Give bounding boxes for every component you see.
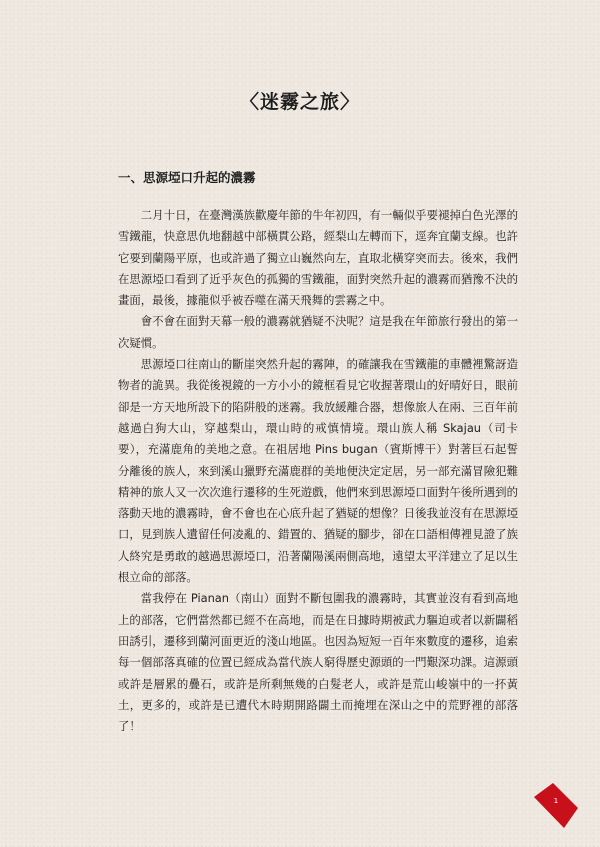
- page-number: 1: [553, 797, 559, 805]
- document-title: 〈迷霧之旅〉: [239, 91, 360, 113]
- section-heading: 一、思源埡口升起的濃霧: [118, 170, 256, 185]
- paragraph-3: 思源埡口往南山的斷崖突然升起的霧陣，的確讓我在雪鐵龍的車體裡驚訝造物者的詭異。我從後視鏡的一方小小的鏡框看見它收握著環山的好晴好日，眼前卻是一方天地所設下的陷阱般的迷霧。我放緩離合器，想像旅人在兩、三百年前越過白狗大山，穿越梨山，環山時的戒慎情境。環山族人稱 Skajau（司卡要），充滿鹿角的美地之意。在祖居地 Pins bugan（賓斯博干）對著巨石起誓分離後的族人，來到溪山獵野充滿鹿群的美地便決定定居，另一部充滿冒險犯難精神的旅人又一次次進行遷移的生死遊戲，他們來到思源埡口面對午後所遇到的落動天地的濃霧時，會不會也在心底升起了猶疑的想像？日後我並沒有在思源埡口，見到族人遺留任何凌亂的、錯置的、猶疑的腳步，卻在口語相傳裡見證了族人終究是勇敢的越過思源埡口，沿著蘭陽溪兩側高地，遠望太平洋建立了足以生根立命的部落。: [118, 357, 518, 585]
- paragraph-4: 當我停在 Pianan（南山）面對不斷包圍我的濃霧時，其實並沒有看到高地上的部落，它們當然都已經不在高地，而是在日據時期被武力驅迫或者以新闢稻田誘引，遷移到蘭河面更近的淺山地區。也因為短短一百年來數度的遷移，追索每一個部落真確的位置已經成為當代族人窮得歷史源頭的一門艱深功課。這源頭或許是層累的疊石，或許是所剩無幾的白髮老人，或許是荒山峻嶺中的一抔黃土，更多的，或許是已遭代木時期開路闢土而掩埋在深山之中的荒野裡的部落了！: [118, 591, 518, 734]
- body-text: [118, 205, 518, 737]
- paragraph-1: 二月十日，在臺灣漢族歡慶年節的牛年初四，有一輛似乎要褪掉白色光澤的雪鐵龍，快意思仇地翻越中部橫貫公路，經梨山左轉而下，逕奔宜蘭支線。也許它要到蘭陽平原，也或許過了獨立山巍然向左，直取北橫穿突而去。後來，我們在思源埡口看到了近乎灰色的孤獨的雪鐵龍，面對突然升起的濃霧而猶豫不決的畫面，最後，據龍似乎被吞噬在滿天飛舞的雲霧之中。: [118, 208, 518, 308]
- paragraph-2: 會不會在面對天幕一般的濃霧就猶疑不決呢？這是我在年節旅行發出的第一次疑慣。: [118, 314, 518, 350]
